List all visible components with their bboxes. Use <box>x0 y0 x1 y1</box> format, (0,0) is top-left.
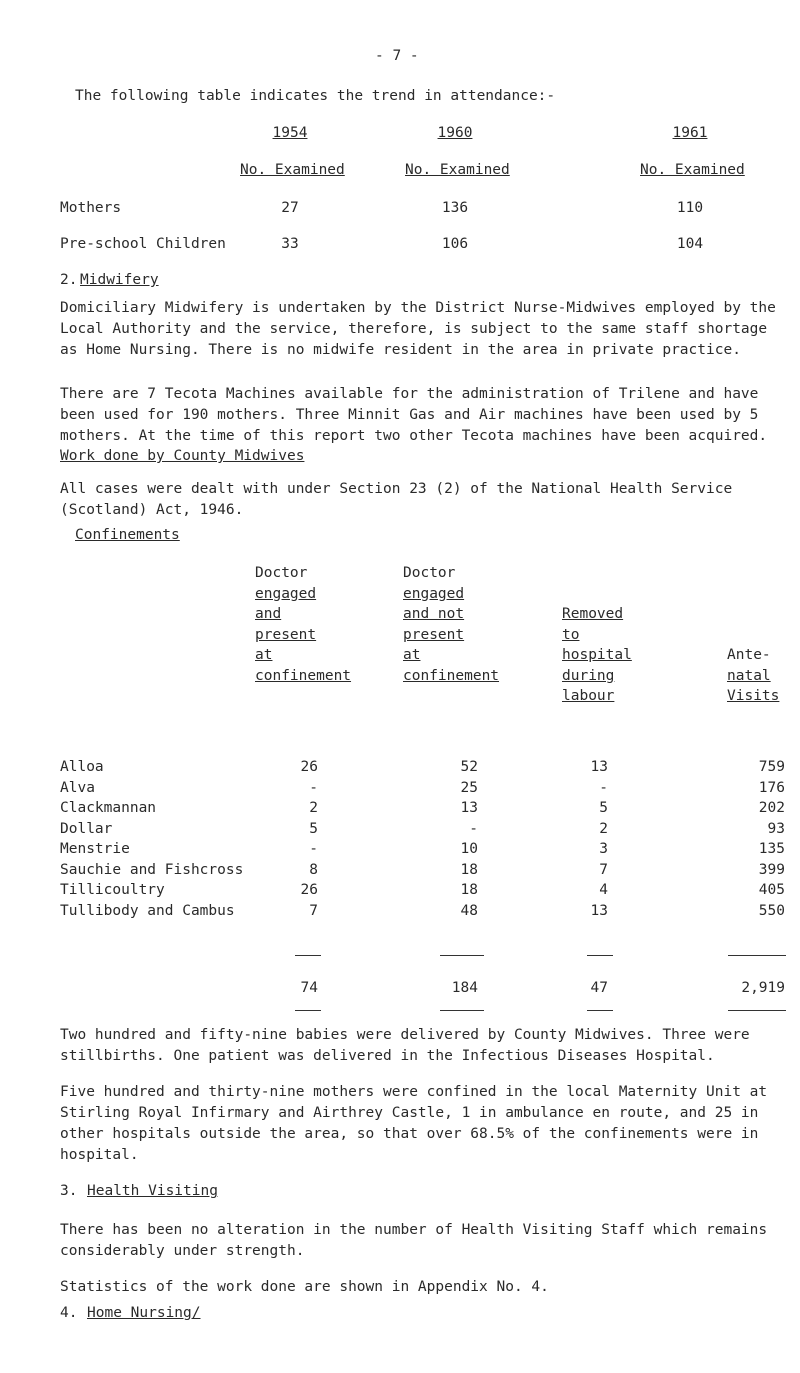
table-cell: - <box>599 779 608 796</box>
table-cell: 10 <box>460 841 478 857</box>
table-cell: 13 <box>590 902 608 919</box>
divider <box>295 955 321 956</box>
table-cell: - <box>309 841 318 857</box>
table-cell: 2 <box>309 800 318 816</box>
column-label: No. Examined <box>240 162 345 178</box>
table-cell: 3 <box>599 841 608 857</box>
table-cell: 18 <box>460 882 478 898</box>
header-line: at <box>255 647 273 664</box>
column-label: No. Examined <box>405 162 510 178</box>
divider <box>440 1010 484 1011</box>
area-label: Clackmannan <box>60 800 157 816</box>
table-cell: 7 <box>599 861 608 878</box>
table-cell: 110 <box>676 200 704 216</box>
table-cell: 135 <box>758 841 785 857</box>
header-line: confinement <box>403 667 500 684</box>
year-header: 1954 <box>272 125 308 141</box>
divider <box>295 1010 321 1011</box>
table-cell: 405 <box>758 882 785 898</box>
row-label: Pre-school Children <box>60 236 226 252</box>
table-cell: 176 <box>758 779 785 796</box>
area-label: Alva <box>60 779 95 796</box>
header-line: labour <box>562 688 615 705</box>
subheading: Confinements <box>75 527 180 543</box>
table-cell: 13 <box>590 759 608 775</box>
header-line: at <box>403 647 421 664</box>
total-cell: 2,919 <box>741 980 785 996</box>
table-cell: 136 <box>441 200 469 216</box>
divider <box>587 1010 613 1011</box>
paragraph: Two hundred and fifty-nine babies were delivered by County Midwives. Three were stillbirths. One patient was delivered in the Infectious Diseases Hospital. <box>60 1027 750 1064</box>
area-label: Tillicoultry <box>60 882 165 898</box>
header-line: and <box>255 606 282 623</box>
divider <box>440 955 484 956</box>
column-header <box>255 563 351 687</box>
header-line: engaged <box>255 585 317 602</box>
area-label: Dollar <box>60 820 113 837</box>
table-cell: - <box>469 820 478 837</box>
section-heading: Health Visiting <box>87 1183 218 1199</box>
table-cell: 104 <box>676 236 704 252</box>
table-cell: 18 <box>460 861 478 878</box>
table-cell: 26 <box>300 759 318 775</box>
table-cell: 25 <box>460 779 478 796</box>
table-cell: 2 <box>599 820 608 837</box>
paragraph: Domiciliary Midwifery is undertaken by the District Nurse-Midwives employed by the Local Authority and the service, therefore, is subject to the same staff shortage as Home Nursing. There is no midwife resident in the area in private practice. <box>60 300 776 358</box>
table-cell: 13 <box>460 800 478 816</box>
table-cell: 26 <box>300 882 318 898</box>
column-header <box>403 563 499 687</box>
header-line: Doctor <box>255 565 308 581</box>
table-cell: 48 <box>460 902 478 919</box>
area-label: Menstrie <box>60 841 130 857</box>
table-cell: 33 <box>281 236 299 252</box>
table-cell: 5 <box>599 800 608 816</box>
table-cell: - <box>309 779 318 796</box>
header-line: Doctor <box>403 565 456 581</box>
section-heading: Midwifery <box>80 272 159 288</box>
table-cell: 4 <box>599 882 608 898</box>
column-header <box>562 604 632 707</box>
section-number: 4. <box>60 1305 78 1321</box>
section-number: 3. <box>60 1183 78 1199</box>
table-cell: 106 <box>441 236 469 252</box>
column-header <box>727 645 779 707</box>
divider <box>728 1010 786 1011</box>
attendance-intro: The following table indicates the trend in attendance:- <box>75 88 556 104</box>
table-cell: 93 <box>767 820 785 837</box>
table-cell: 8 <box>309 861 318 878</box>
year-header: 1960 <box>437 125 473 141</box>
total-cell: 184 <box>451 980 478 996</box>
header-line: during <box>562 667 615 684</box>
divider <box>728 955 786 956</box>
paragraph: All cases were dealt with under Section 23 (2) of the National Health Service (Scotland) Act, 1946. <box>60 481 733 518</box>
header-line: hospital <box>562 647 632 664</box>
paragraph: Five hundred and thirty-nine mothers were confined in the local Maternity Unit at Stirling Royal Infirmary and Airthrey Castle, 1 in ambulance en route, and 25 in other hospitals outside the area, so that over 68.5% of the confinements were in hospital. <box>60 1084 768 1163</box>
table-cell: 399 <box>758 861 785 878</box>
header-line: natal <box>727 667 771 684</box>
table-cell: 759 <box>758 759 785 775</box>
area-label: Alloa <box>60 759 104 775</box>
section-heading: Home Nursing/ <box>87 1305 201 1321</box>
header-line: Visits <box>727 688 780 705</box>
table-cell: 5 <box>309 820 318 837</box>
table-cell: 550 <box>758 902 785 919</box>
header-line: to <box>562 626 580 643</box>
area-label: Sauchie and Fishcross <box>60 861 244 878</box>
header-line: Ante- <box>727 647 771 663</box>
header-line: and not <box>403 606 465 623</box>
header-line: present <box>255 626 317 643</box>
paragraph: There has been no alteration in the number of Health Visiting Staff which remains considerably under strength. <box>60 1222 768 1259</box>
divider <box>587 955 613 956</box>
header-line: confinement <box>255 667 352 684</box>
header-line: Removed <box>562 606 624 622</box>
subheading: Work done by County Midwives <box>60 448 305 464</box>
page-number: - 7 - <box>375 48 419 64</box>
table-cell: 202 <box>758 800 785 816</box>
header-line: present <box>403 626 465 643</box>
table-cell: 7 <box>309 902 318 919</box>
column-label: No. Examined <box>640 162 745 178</box>
paragraph: There are 7 Tecota Machines available for the administration of Trilene and have been used for 190 mothers. Three Minnit Gas and Air machines have been used by 5 mothers. At the time of this report two other Tecota machines have been acquired. <box>60 386 768 444</box>
table-cell: 27 <box>281 200 299 216</box>
paragraph: Statistics of the work done are shown in Appendix No. 4. <box>60 1279 549 1295</box>
table-cell: 52 <box>460 759 478 775</box>
area-label: Tullibody and Cambus <box>60 902 235 919</box>
header-line: engaged <box>403 585 465 602</box>
row-label: Mothers <box>60 200 122 216</box>
section-number: 2. <box>60 272 78 288</box>
year-header: 1961 <box>672 125 708 141</box>
total-cell: 74 <box>300 980 318 996</box>
total-cell: 47 <box>590 980 608 996</box>
